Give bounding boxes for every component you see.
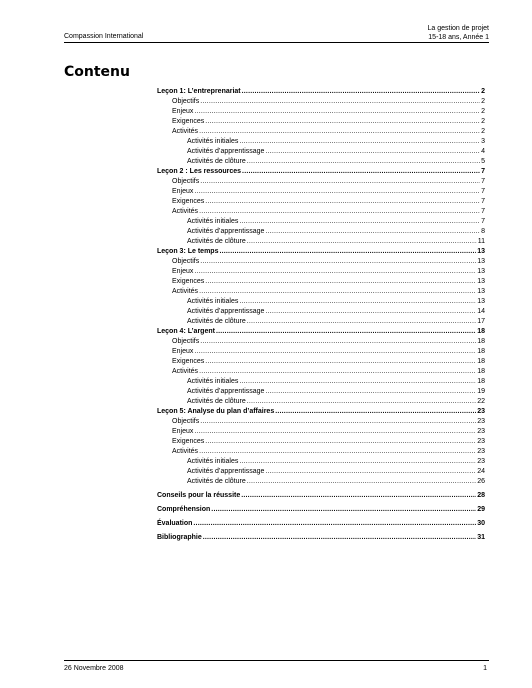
toc-entry-label: Exigences <box>172 198 205 205</box>
toc-dot-leader <box>199 287 476 296</box>
toc-entry-level-1[interactable] <box>157 166 485 176</box>
toc-dot-leader <box>200 417 476 426</box>
toc-entry-level-1[interactable] <box>157 86 485 96</box>
toc-entry-page-number: 28 <box>477 492 485 499</box>
toc-dot-leader <box>200 97 480 106</box>
toc-dot-leader <box>194 427 476 436</box>
toc-dot-leader <box>211 505 476 514</box>
toc-entry-label: Enjeux <box>172 428 194 435</box>
toc-entry-level-3[interactable] <box>157 476 485 486</box>
toc-entry-page-number: 18 <box>477 368 485 375</box>
toc-entry-page-number: 7 <box>481 218 485 225</box>
toc-dot-leader <box>203 533 476 542</box>
toc-dot-leader <box>265 467 476 476</box>
toc-entry-label: Activités <box>172 368 199 375</box>
toc-entry-level-1[interactable] <box>157 326 485 336</box>
toc-entry-label: Activités d’apprentissage <box>187 388 265 395</box>
toc-entry-page-number: 4 <box>481 148 485 155</box>
toc-entry-level-1[interactable] <box>157 406 485 416</box>
toc-entry-label: Activités initiales <box>187 378 239 385</box>
toc-entry-level-2[interactable] <box>157 346 485 356</box>
toc-entry-label: Activités de clôture <box>187 158 246 165</box>
toc-dot-leader <box>200 337 476 346</box>
toc-entry-level-2[interactable] <box>157 416 485 426</box>
toc-entry-page-number: 11 <box>477 238 485 245</box>
toc-dot-leader <box>265 387 476 396</box>
header-organization: Compassion International <box>64 33 144 40</box>
toc-dot-leader <box>205 117 480 126</box>
toc-entry-level-3[interactable] <box>157 146 485 156</box>
toc-dot-leader <box>247 237 477 246</box>
toc-entry-level-3[interactable] <box>157 296 485 306</box>
toc-entry-page-number: 8 <box>481 228 485 235</box>
toc-entry-page-number: 23 <box>477 428 485 435</box>
toc-entry-level-2[interactable] <box>157 276 485 286</box>
toc-entry-level-2[interactable] <box>157 256 485 266</box>
toc-entry-page-number: 18 <box>477 348 485 355</box>
toc-entry-level-2[interactable] <box>157 126 485 136</box>
toc-entry-page-number: 31 <box>477 534 485 541</box>
toc-dot-leader <box>194 187 480 196</box>
toc-entry-level-2[interactable] <box>157 266 485 276</box>
toc-entry-level-2[interactable] <box>157 436 485 446</box>
toc-entry-label: Activités <box>172 208 199 215</box>
toc-entry-page-number: 13 <box>477 258 485 265</box>
toc-entry-label: Activités d’apprentissage <box>187 148 265 155</box>
toc-entry-level-1[interactable] <box>157 504 485 514</box>
toc-entry-level-2[interactable] <box>157 446 485 456</box>
toc-entry-label: Leçon 2 : Les ressources <box>157 168 242 175</box>
toc-entry-page-number: 29 <box>477 506 485 513</box>
toc-entry-label: Activités <box>172 448 199 455</box>
toc-dot-leader <box>200 177 480 186</box>
toc-entry-label: Objectifs <box>172 258 200 265</box>
page-title: Contenu <box>64 64 130 80</box>
toc-entry-level-1[interactable] <box>157 518 485 528</box>
toc-entry-page-number: 2 <box>481 118 485 125</box>
toc-dot-leader <box>247 157 480 166</box>
toc-dot-leader <box>265 227 480 236</box>
toc-dot-leader <box>205 197 480 206</box>
toc-entry-level-1[interactable] <box>157 246 485 256</box>
toc-entry-level-3[interactable] <box>157 386 485 396</box>
footer-page-number: 1 <box>483 665 487 672</box>
header-course-title: La gestion de projet <box>427 25 489 32</box>
toc-entry-label: Enjeux <box>172 188 194 195</box>
toc-dot-leader <box>205 277 476 286</box>
toc-entry-label: Bibliographie <box>157 534 202 541</box>
toc-entry-page-number: 26 <box>477 478 485 485</box>
toc-entry-label: Objectifs <box>172 338 200 345</box>
toc-entry-label: Enjeux <box>172 348 194 355</box>
toc-dot-leader <box>239 137 480 146</box>
toc-entry-page-number: 18 <box>477 338 485 345</box>
toc-entry-level-3[interactable] <box>157 466 485 476</box>
toc-entry-label: Activités <box>172 128 199 135</box>
toc-entry-level-2[interactable] <box>157 206 485 216</box>
toc-entry-page-number: 13 <box>477 248 485 255</box>
toc-dot-leader <box>194 107 480 116</box>
toc-dot-leader <box>239 217 480 226</box>
toc-entry-page-number: 7 <box>481 198 485 205</box>
toc-dot-leader <box>275 407 476 416</box>
toc-entry-label: Compréhension <box>157 506 211 513</box>
toc-entry-label: Activités initiales <box>187 458 239 465</box>
toc-entry-page-number: 2 <box>481 108 485 115</box>
toc-entry-label: Enjeux <box>172 108 194 115</box>
toc-entry-level-3[interactable] <box>157 456 485 466</box>
toc-entry-label: Exigences <box>172 438 205 445</box>
toc-entry-page-number: 7 <box>481 168 485 175</box>
toc-entry-level-2[interactable] <box>157 196 485 206</box>
toc-dot-leader <box>247 317 476 326</box>
table-of-contents <box>157 86 485 542</box>
toc-entry-label: Activités d’apprentissage <box>187 468 265 475</box>
toc-entry-label: Activités d’apprentissage <box>187 228 265 235</box>
toc-dot-leader <box>199 447 476 456</box>
toc-entry-level-2[interactable] <box>157 176 485 186</box>
toc-dot-leader <box>265 147 480 156</box>
toc-entry-level-1[interactable] <box>157 490 485 500</box>
toc-entry-level-2[interactable] <box>157 186 485 196</box>
toc-entry-page-number: 17 <box>477 318 485 325</box>
header-rule <box>64 42 489 43</box>
toc-dot-leader <box>247 397 476 406</box>
toc-dot-leader <box>205 357 476 366</box>
toc-entry-label: Objectifs <box>172 98 200 105</box>
toc-entry-level-2[interactable] <box>157 356 485 366</box>
toc-entry-page-number: 7 <box>481 208 485 215</box>
toc-entry-page-number: 23 <box>477 408 485 415</box>
toc-entry-page-number: 23 <box>477 448 485 455</box>
toc-entry-page-number: 7 <box>481 188 485 195</box>
toc-entry-level-2[interactable] <box>157 116 485 126</box>
toc-entry-page-number: 18 <box>477 328 485 335</box>
toc-dot-leader <box>239 297 476 306</box>
toc-entry-page-number: 14 <box>477 308 485 315</box>
toc-entry-label: Exigences <box>172 278 205 285</box>
toc-entry-label: Conseils pour la réussite <box>157 492 241 499</box>
toc-entry-level-3[interactable] <box>157 136 485 146</box>
toc-entry-page-number: 18 <box>477 378 485 385</box>
toc-entry-label: Activités <box>172 288 199 295</box>
toc-entry-page-number: 13 <box>477 288 485 295</box>
toc-entry-label: Objectifs <box>172 178 200 185</box>
toc-entry-label: Activités de clôture <box>187 398 246 405</box>
toc-entry-level-3[interactable] <box>157 236 485 246</box>
toc-entry-page-number: 24 <box>477 468 485 475</box>
toc-dot-leader <box>242 87 480 96</box>
toc-entry-page-number: 18 <box>477 358 485 365</box>
toc-entry-label: Enjeux <box>172 268 194 275</box>
toc-entry-label: Activités initiales <box>187 218 239 225</box>
toc-entry-page-number: 23 <box>477 438 485 445</box>
toc-entry-page-number: 30 <box>477 520 485 527</box>
toc-dot-leader <box>247 477 476 486</box>
toc-entry-level-3[interactable] <box>157 306 485 316</box>
toc-dot-leader <box>205 437 476 446</box>
toc-dot-leader <box>241 491 476 500</box>
toc-dot-leader <box>239 457 476 466</box>
header-course-level: 15-18 ans, Année 1 <box>428 34 489 41</box>
toc-entry-page-number: 19 <box>477 388 485 395</box>
toc-entry-level-2[interactable] <box>157 106 485 116</box>
toc-entry-page-number: 22 <box>477 398 485 405</box>
toc-entry-level-2[interactable] <box>157 366 485 376</box>
toc-entry-page-number: 3 <box>481 138 485 145</box>
toc-entry-page-number: 5 <box>481 158 485 165</box>
toc-entry-page-number: 13 <box>477 268 485 275</box>
toc-entry-level-3[interactable] <box>157 226 485 236</box>
toc-dot-leader <box>242 167 480 176</box>
toc-entry-label: Leçon 5: Analyse du plan d’affaires <box>157 408 275 415</box>
toc-dot-leader <box>199 367 476 376</box>
toc-entry-label: Activités d’apprentissage <box>187 308 265 315</box>
toc-entry-label: Activités de clôture <box>187 478 246 485</box>
toc-entry-label: Activités initiales <box>187 298 239 305</box>
toc-entry-label: Leçon 4: L’argent <box>157 328 215 335</box>
toc-entry-page-number: 13 <box>477 278 485 285</box>
toc-entry-level-3[interactable] <box>157 156 485 166</box>
toc-entry-level-3[interactable] <box>157 316 485 326</box>
toc-entry-page-number: 7 <box>481 178 485 185</box>
footer-rule <box>64 660 489 661</box>
toc-entry-label: Leçon 1: L’entreprenariat <box>157 88 241 95</box>
toc-entry-label: Objectifs <box>172 418 200 425</box>
toc-entry-label: Exigences <box>172 358 205 365</box>
toc-entry-label: Activités de clôture <box>187 238 246 245</box>
toc-entry-level-1[interactable] <box>157 532 485 542</box>
toc-entry-page-number: 23 <box>477 418 485 425</box>
toc-entry-page-number: 13 <box>477 298 485 305</box>
toc-entry-level-3[interactable] <box>157 216 485 226</box>
toc-entry-level-2[interactable] <box>157 286 485 296</box>
toc-entry-level-2[interactable] <box>157 426 485 436</box>
toc-entry-level-2[interactable] <box>157 336 485 346</box>
toc-entry-label: Activités initiales <box>187 138 239 145</box>
toc-dot-leader <box>265 307 476 316</box>
toc-entry-page-number: 23 <box>477 458 485 465</box>
header-right <box>428 24 490 42</box>
toc-entry-level-3[interactable] <box>157 396 485 406</box>
toc-dot-leader <box>199 207 480 216</box>
toc-entry-label: Leçon 3: Le temps <box>157 248 219 255</box>
toc-entry-level-3[interactable] <box>157 376 485 386</box>
toc-dot-leader <box>193 519 476 528</box>
toc-dot-leader <box>194 347 476 356</box>
toc-entry-level-2[interactable] <box>157 96 485 106</box>
toc-dot-leader <box>239 377 476 386</box>
footer-date: 26 Novembre 2008 <box>64 665 124 672</box>
toc-dot-leader <box>219 247 476 256</box>
toc-entry-label: Exigences <box>172 118 205 125</box>
toc-entry-label: Évaluation <box>157 520 193 527</box>
toc-dot-leader <box>200 257 476 266</box>
toc-entry-page-number: 2 <box>481 128 485 135</box>
toc-entry-label: Activités de clôture <box>187 318 246 325</box>
toc-dot-leader <box>216 327 476 336</box>
toc-dot-leader <box>199 127 480 136</box>
toc-entry-page-number: 2 <box>481 98 485 105</box>
toc-entry-page-number: 2 <box>481 88 485 95</box>
toc-dot-leader <box>194 267 476 276</box>
